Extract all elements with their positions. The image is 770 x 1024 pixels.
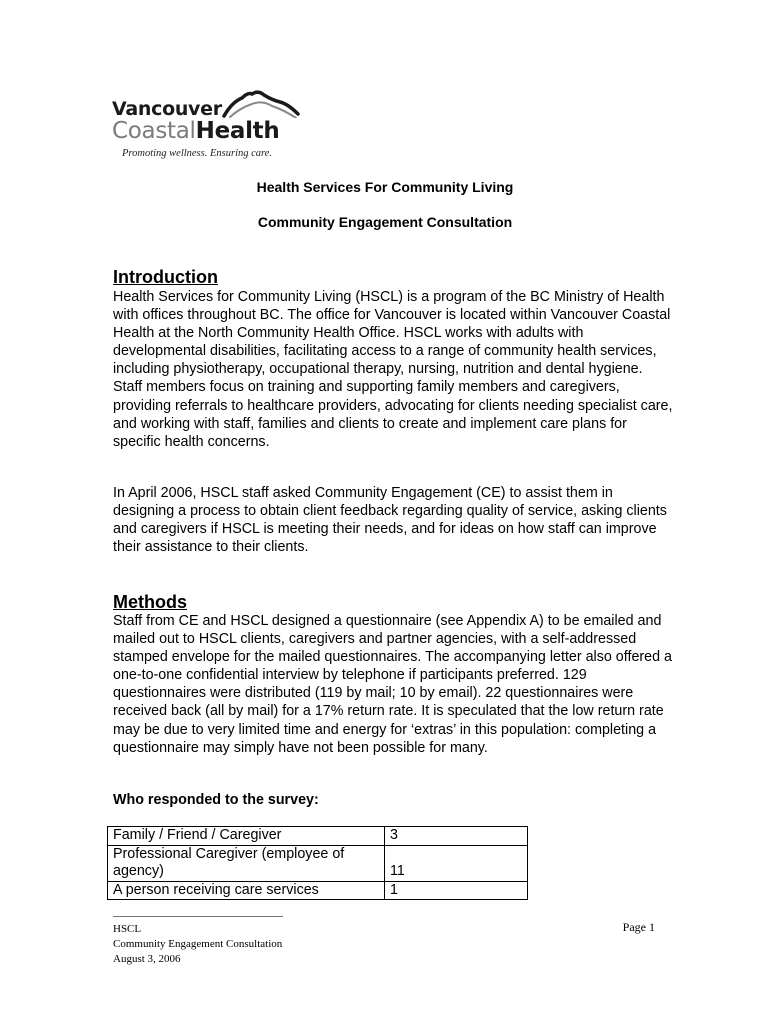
table-row <box>108 881 528 900</box>
logo-coastal: Coastal <box>112 118 196 144</box>
survey-heading: Who responded to the survey: <box>113 792 319 808</box>
methods-heading: Methods <box>113 592 187 612</box>
footer-line-1: HSCL <box>113 923 142 935</box>
document-subtitle: Community Engagement Consultation <box>257 214 513 230</box>
logo-health: Health <box>195 118 280 144</box>
respondent-count: 11 <box>385 845 528 881</box>
table-row <box>108 827 528 846</box>
respondent-type: A person receiving care services <box>108 881 385 900</box>
introduction-paragraph-2: In April 2006, HSCL staff asked Community Engagement (CE) to assist them in designing a process to obtain client feedback regarding quality of service, asking clients and caregivers if HSCL is meeting their needs, and for ideas on how staff can improve their assistance to their clients. <box>113 485 667 556</box>
respondent-type: Professional Caregiver (employee of agency) <box>108 845 385 881</box>
respondents-table <box>107 826 528 900</box>
respondent-count: 3 <box>385 827 528 846</box>
logo-tagline: Promoting wellness. Ensuring care. <box>122 148 273 159</box>
footer <box>113 922 282 967</box>
respondent-type: Family / Friend / Caregiver <box>108 827 385 846</box>
respondent-count: 1 <box>385 881 528 900</box>
mountain-logo-icon <box>222 88 300 118</box>
introduction-paragraph-1: Health Services for Community Living (HSCL) is a program of the BC Ministry of Health with offices throughout BC. The office for Vancouver is located within Vancouver Coastal Health at the North Community Health Office. HSCL works with adults with developmental disabilities, facilitating access to a range of community health services, including physiotherapy, occupational therapy, nursing, nutrition and dental hygiene. Staff members focus on training and supporting family members and caregivers, providing referrals to healthcare providers, advocating for clients needing specialist care, and working with staff, families and clients to create and implement care plans for specific health concerns. <box>113 289 673 450</box>
footer-line-3: August 3, 2006 <box>113 953 181 965</box>
methods-paragraph: Staff from CE and HSCL designed a questionnaire (see Appendix A) to be emailed and mailed out to HSCL clients, caregivers and partner agencies, with a self-addressed stamped envelope for the mailed questionnaires. The accompanying letter also offered a one-to-one confidential interview by telephone if participants preferred. 129 questionnaires were distributed (119 by mail; 10 by email). 22 questionnaires were received back (all by mail) for a 17% return rate. It is speculated that the low return rate may be due to very limited time and energy for ‘extras’ in this population: completing a questionnaire may simply have not been possible for many. <box>113 613 672 756</box>
logo-coastal-health <box>112 118 279 144</box>
footer-divider <box>113 916 283 917</box>
page-number: Page 1 <box>622 920 655 934</box>
vch-logo <box>112 88 312 163</box>
document-title: Health Services For Community Living <box>256 179 514 195</box>
footer-line-2: Community Engagement Consultation <box>113 938 283 950</box>
introduction-heading: Introduction <box>113 267 218 287</box>
table-row <box>108 845 528 881</box>
logo-vancouver: Vancouver <box>112 98 222 120</box>
